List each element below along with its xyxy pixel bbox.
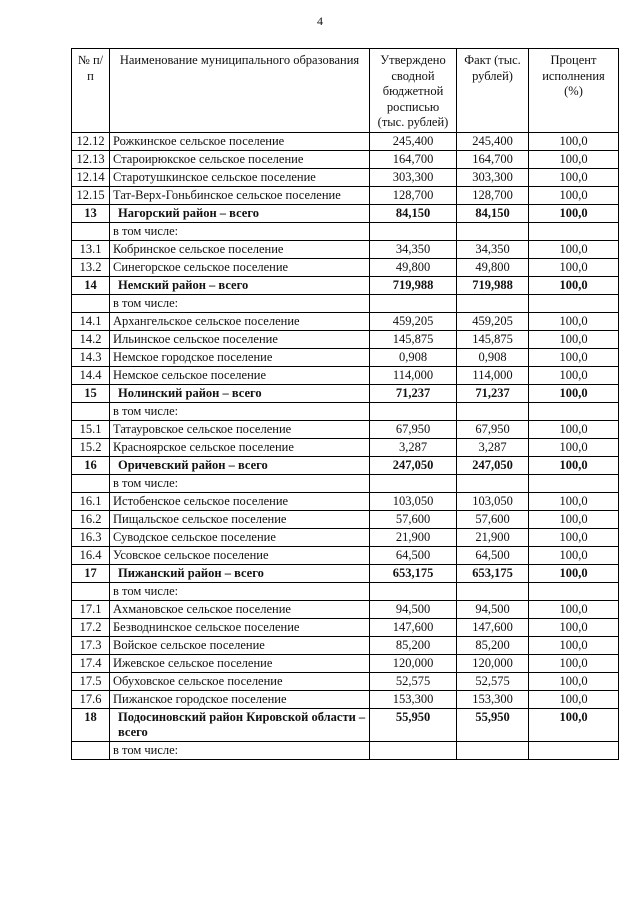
row-fact: 114,000 bbox=[457, 366, 529, 384]
row-fact bbox=[457, 582, 529, 600]
row-percent: 100,0 bbox=[529, 600, 619, 618]
row-approved: 120,000 bbox=[370, 654, 457, 672]
table-row bbox=[72, 420, 619, 438]
table-row bbox=[72, 132, 619, 150]
row-approved: 153,300 bbox=[370, 690, 457, 708]
row-fact: 303,300 bbox=[457, 168, 529, 186]
row-name: Обуховское сельское поселение bbox=[110, 672, 370, 690]
row-number bbox=[72, 294, 110, 312]
row-name: Пищальское сельское поселение bbox=[110, 510, 370, 528]
row-percent: 100,0 bbox=[529, 456, 619, 474]
row-name: Истобенское сельское поселение bbox=[110, 492, 370, 510]
row-fact: 67,950 bbox=[457, 420, 529, 438]
row-percent: 100,0 bbox=[529, 618, 619, 636]
row-number: 17 bbox=[72, 564, 110, 582]
row-number: 12.12 bbox=[72, 132, 110, 150]
table-row bbox=[72, 312, 619, 330]
row-number: 18 bbox=[72, 708, 110, 741]
table-row bbox=[72, 438, 619, 456]
row-percent bbox=[529, 402, 619, 420]
table-row bbox=[72, 690, 619, 708]
row-name: Старотушкинское сельское поселение bbox=[110, 168, 370, 186]
table-row bbox=[72, 330, 619, 348]
row-approved: 0,908 bbox=[370, 348, 457, 366]
row-number: 15.1 bbox=[72, 420, 110, 438]
row-fact: 103,050 bbox=[457, 492, 529, 510]
row-percent: 100,0 bbox=[529, 348, 619, 366]
row-fact bbox=[457, 294, 529, 312]
table-row bbox=[72, 510, 619, 528]
row-fact: 120,000 bbox=[457, 654, 529, 672]
row-fact: 52,575 bbox=[457, 672, 529, 690]
row-approved: 64,500 bbox=[370, 546, 457, 564]
row-name: Синегорское сельское поселение bbox=[110, 258, 370, 276]
row-name: Усовское сельское поселение bbox=[110, 546, 370, 564]
row-approved: 145,875 bbox=[370, 330, 457, 348]
row-number: 14.4 bbox=[72, 366, 110, 384]
table-header-row bbox=[72, 49, 619, 133]
subheading-row bbox=[72, 222, 619, 240]
row-fact: 49,800 bbox=[457, 258, 529, 276]
row-number: 16 bbox=[72, 456, 110, 474]
table-row bbox=[72, 528, 619, 546]
row-number bbox=[72, 402, 110, 420]
row-percent: 100,0 bbox=[529, 150, 619, 168]
row-approved: 57,600 bbox=[370, 510, 457, 528]
row-percent bbox=[529, 294, 619, 312]
row-number: 17.3 bbox=[72, 636, 110, 654]
row-name: Войское сельское поселение bbox=[110, 636, 370, 654]
row-percent: 100,0 bbox=[529, 672, 619, 690]
row-number: 16.1 bbox=[72, 492, 110, 510]
row-name: Суводское сельское поселение bbox=[110, 528, 370, 546]
row-name: Нолинский район – всего bbox=[110, 384, 370, 402]
subheading-row bbox=[72, 582, 619, 600]
row-fact: 147,600 bbox=[457, 618, 529, 636]
row-fact: 153,300 bbox=[457, 690, 529, 708]
header-fact: Факт (тыс. рублей) bbox=[457, 49, 529, 133]
row-fact: 85,200 bbox=[457, 636, 529, 654]
district-total-row bbox=[72, 276, 619, 294]
row-name: в том числе: bbox=[110, 741, 370, 759]
row-approved: 49,800 bbox=[370, 258, 457, 276]
row-name: в том числе: bbox=[110, 402, 370, 420]
row-name: Пижанский район – всего bbox=[110, 564, 370, 582]
row-percent bbox=[529, 741, 619, 759]
table-row bbox=[72, 672, 619, 690]
district-total-row bbox=[72, 708, 619, 741]
header-name: Наименование муниципального образования bbox=[110, 49, 370, 133]
row-fact: 3,287 bbox=[457, 438, 529, 456]
table-row bbox=[72, 258, 619, 276]
row-approved: 303,300 bbox=[370, 168, 457, 186]
row-approved: 719,988 bbox=[370, 276, 457, 294]
district-total-row bbox=[72, 564, 619, 582]
row-fact: 84,150 bbox=[457, 204, 529, 222]
district-total-row bbox=[72, 456, 619, 474]
row-number: 12.15 bbox=[72, 186, 110, 204]
table-row bbox=[72, 348, 619, 366]
row-percent: 100,0 bbox=[529, 708, 619, 741]
row-name: Немское сельское поселение bbox=[110, 366, 370, 384]
table-row bbox=[72, 618, 619, 636]
table-row bbox=[72, 240, 619, 258]
row-fact bbox=[457, 474, 529, 492]
row-name: Немское городское поселение bbox=[110, 348, 370, 366]
header-number: № п/п bbox=[72, 49, 110, 133]
row-number bbox=[72, 222, 110, 240]
row-percent: 100,0 bbox=[529, 690, 619, 708]
row-number bbox=[72, 582, 110, 600]
row-approved: 103,050 bbox=[370, 492, 457, 510]
row-number: 16.3 bbox=[72, 528, 110, 546]
row-fact: 34,350 bbox=[457, 240, 529, 258]
row-percent: 100,0 bbox=[529, 312, 619, 330]
row-fact: 164,700 bbox=[457, 150, 529, 168]
row-number: 13 bbox=[72, 204, 110, 222]
row-name: Архангельское сельское поселение bbox=[110, 312, 370, 330]
row-approved: 94,500 bbox=[370, 600, 457, 618]
table-row bbox=[72, 150, 619, 168]
row-approved: 164,700 bbox=[370, 150, 457, 168]
row-approved bbox=[370, 402, 457, 420]
row-percent: 100,0 bbox=[529, 564, 619, 582]
budget-execution-table bbox=[71, 48, 619, 760]
row-percent bbox=[529, 222, 619, 240]
row-fact bbox=[457, 402, 529, 420]
row-percent: 100,0 bbox=[529, 168, 619, 186]
row-approved: 71,237 bbox=[370, 384, 457, 402]
district-total-row bbox=[72, 384, 619, 402]
row-approved: 128,700 bbox=[370, 186, 457, 204]
row-approved bbox=[370, 222, 457, 240]
row-number: 16.4 bbox=[72, 546, 110, 564]
row-percent: 100,0 bbox=[529, 654, 619, 672]
row-fact: 71,237 bbox=[457, 384, 529, 402]
row-approved: 85,200 bbox=[370, 636, 457, 654]
row-percent: 100,0 bbox=[529, 420, 619, 438]
row-name: в том числе: bbox=[110, 222, 370, 240]
row-number: 14.3 bbox=[72, 348, 110, 366]
row-number: 13.2 bbox=[72, 258, 110, 276]
row-approved: 84,150 bbox=[370, 204, 457, 222]
row-fact: 94,500 bbox=[457, 600, 529, 618]
row-approved: 247,050 bbox=[370, 456, 457, 474]
row-number: 15 bbox=[72, 384, 110, 402]
page-number: 4 bbox=[317, 14, 323, 28]
table-row bbox=[72, 168, 619, 186]
row-name: в том числе: bbox=[110, 582, 370, 600]
row-name: Кобринское сельское поселение bbox=[110, 240, 370, 258]
row-fact: 21,900 bbox=[457, 528, 529, 546]
row-percent: 100,0 bbox=[529, 438, 619, 456]
row-number: 14.2 bbox=[72, 330, 110, 348]
row-number: 17.2 bbox=[72, 618, 110, 636]
row-fact: 245,400 bbox=[457, 132, 529, 150]
row-percent: 100,0 bbox=[529, 240, 619, 258]
row-name: Пижанское городское поселение bbox=[110, 690, 370, 708]
row-fact: 145,875 bbox=[457, 330, 529, 348]
row-name: Красноярское сельское поселение bbox=[110, 438, 370, 456]
row-number: 13.1 bbox=[72, 240, 110, 258]
row-number: 14 bbox=[72, 276, 110, 294]
row-approved: 52,575 bbox=[370, 672, 457, 690]
row-percent: 100,0 bbox=[529, 384, 619, 402]
row-approved: 55,950 bbox=[370, 708, 457, 741]
subheading-row bbox=[72, 741, 619, 759]
row-fact: 719,988 bbox=[457, 276, 529, 294]
row-percent: 100,0 bbox=[529, 276, 619, 294]
row-name: в том числе: bbox=[110, 294, 370, 312]
row-name: Ильинское сельское поселение bbox=[110, 330, 370, 348]
row-percent: 100,0 bbox=[529, 528, 619, 546]
row-fact bbox=[457, 222, 529, 240]
row-approved: 459,205 bbox=[370, 312, 457, 330]
row-number bbox=[72, 474, 110, 492]
row-name: Ижевское сельское поселение bbox=[110, 654, 370, 672]
row-name: Немский район – всего bbox=[110, 276, 370, 294]
row-number: 15.2 bbox=[72, 438, 110, 456]
row-fact: 653,175 bbox=[457, 564, 529, 582]
table-row bbox=[72, 600, 619, 618]
row-percent: 100,0 bbox=[529, 636, 619, 654]
row-percent bbox=[529, 582, 619, 600]
subheading-row bbox=[72, 474, 619, 492]
row-percent: 100,0 bbox=[529, 186, 619, 204]
row-approved: 3,287 bbox=[370, 438, 457, 456]
row-name: Подосиновский район Кировской области – всего bbox=[110, 708, 370, 741]
row-approved bbox=[370, 582, 457, 600]
table-row bbox=[72, 636, 619, 654]
row-name: Нагорский район – всего bbox=[110, 204, 370, 222]
row-name: Рожкинское сельское поселение bbox=[110, 132, 370, 150]
row-approved bbox=[370, 474, 457, 492]
row-number: 12.13 bbox=[72, 150, 110, 168]
row-approved: 67,950 bbox=[370, 420, 457, 438]
row-percent: 100,0 bbox=[529, 204, 619, 222]
row-percent: 100,0 bbox=[529, 366, 619, 384]
row-number: 17.1 bbox=[72, 600, 110, 618]
row-approved: 147,600 bbox=[370, 618, 457, 636]
row-name: Тат-Верх-Гоньбинское сельское поселение bbox=[110, 186, 370, 204]
subheading-row bbox=[72, 294, 619, 312]
row-fact: 64,500 bbox=[457, 546, 529, 564]
row-approved: 653,175 bbox=[370, 564, 457, 582]
row-number: 17.6 bbox=[72, 690, 110, 708]
row-percent: 100,0 bbox=[529, 330, 619, 348]
row-percent: 100,0 bbox=[529, 258, 619, 276]
row-fact bbox=[457, 741, 529, 759]
row-fact: 57,600 bbox=[457, 510, 529, 528]
row-fact: 247,050 bbox=[457, 456, 529, 474]
table-row bbox=[72, 492, 619, 510]
row-approved: 21,900 bbox=[370, 528, 457, 546]
header-percent: Процент исполнения (%) bbox=[529, 49, 619, 133]
row-number: 16.2 bbox=[72, 510, 110, 528]
table-row bbox=[72, 654, 619, 672]
header-approved: Утверждено сводной бюджетной росписью (тыс. рублей) bbox=[370, 49, 457, 133]
row-number: 17.5 bbox=[72, 672, 110, 690]
row-percent: 100,0 bbox=[529, 546, 619, 564]
row-name: Татауровское сельское поселение bbox=[110, 420, 370, 438]
row-name: Ахмановское сельское поселение bbox=[110, 600, 370, 618]
row-fact: 128,700 bbox=[457, 186, 529, 204]
row-number: 17.4 bbox=[72, 654, 110, 672]
row-number bbox=[72, 741, 110, 759]
row-percent: 100,0 bbox=[529, 510, 619, 528]
table-body bbox=[72, 132, 619, 759]
row-approved bbox=[370, 741, 457, 759]
row-percent bbox=[529, 474, 619, 492]
row-name: в том числе: bbox=[110, 474, 370, 492]
subheading-row bbox=[72, 402, 619, 420]
table-row bbox=[72, 366, 619, 384]
table-row bbox=[72, 186, 619, 204]
table-row bbox=[72, 546, 619, 564]
row-percent: 100,0 bbox=[529, 132, 619, 150]
row-percent: 100,0 bbox=[529, 492, 619, 510]
row-fact: 459,205 bbox=[457, 312, 529, 330]
row-approved: 114,000 bbox=[370, 366, 457, 384]
row-fact: 55,950 bbox=[457, 708, 529, 741]
row-approved bbox=[370, 294, 457, 312]
row-name: Безводнинское сельское поселение bbox=[110, 618, 370, 636]
row-name: Оричевский район – всего bbox=[110, 456, 370, 474]
district-total-row bbox=[72, 204, 619, 222]
row-fact: 0,908 bbox=[457, 348, 529, 366]
row-approved: 34,350 bbox=[370, 240, 457, 258]
row-name: Староирюкское сельское поселение bbox=[110, 150, 370, 168]
row-number: 12.14 bbox=[72, 168, 110, 186]
row-number: 14.1 bbox=[72, 312, 110, 330]
row-approved: 245,400 bbox=[370, 132, 457, 150]
